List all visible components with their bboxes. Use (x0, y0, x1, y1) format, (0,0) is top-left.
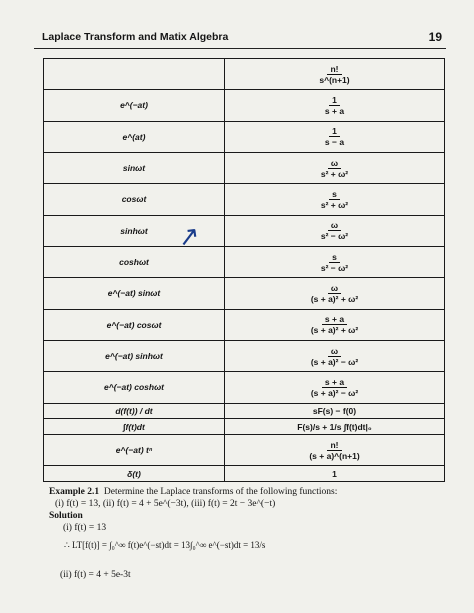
fraction (318, 252, 351, 273)
numerator: ω (328, 346, 341, 357)
numerator: ω (328, 220, 341, 231)
time-function-cell (44, 59, 225, 90)
denominator: s − a (324, 137, 345, 148)
table-row (44, 372, 445, 403)
time-function-cell: sinhωt (44, 215, 225, 246)
numerator: ω (328, 283, 341, 294)
fraction (308, 377, 361, 398)
time-function-cell: e^(−at) cosωt (44, 309, 225, 340)
table-row (44, 152, 445, 183)
numerator: ω (328, 158, 341, 169)
numerator: s + a (322, 314, 347, 325)
fraction (316, 64, 352, 85)
time-function-cell: e^(−at) tⁿ (44, 434, 225, 465)
time-function-cell: d(f(t)) / dt (44, 403, 225, 419)
denominator: s + a (324, 105, 345, 116)
table-row (44, 434, 445, 465)
laplace-transform-cell (225, 340, 445, 371)
table-row (44, 215, 445, 246)
denominator: s² + ω² (320, 168, 349, 179)
denominator: s² − ω² (320, 231, 349, 242)
time-function-cell: e^(−at) sinωt (44, 278, 225, 309)
time-function-cell: δ(t) (44, 466, 225, 482)
denominator: (s + a)² − ω² (310, 387, 359, 398)
laplace-transform-cell: 1 (225, 466, 445, 482)
fraction (318, 158, 351, 179)
denominator: (s + a)^(n+1) (309, 450, 360, 461)
laplace-transform-cell (225, 372, 445, 403)
laplace-transform-cell (225, 152, 445, 183)
fraction (308, 314, 361, 335)
time-function-cell: ∫f(t)dt (44, 419, 225, 435)
time-function-cell: sinωt (44, 152, 225, 183)
time-function-cell: e^(−at) (44, 90, 225, 121)
solution-part-ii: (ii) f(t) = 4 + 5e-3t (60, 570, 131, 580)
solution-label: Solution (49, 511, 83, 521)
solution-equation: ∴ LT[f(t)] = ∫₀^∞ f(t)e^(−st)dt = 13∫₀^∞ e^(−st)dt = 13/s (64, 540, 266, 550)
denominator: s^(n+1) (319, 74, 350, 85)
fraction (318, 220, 351, 241)
denominator: (s + a)² − ω² (310, 356, 359, 367)
fraction (322, 126, 347, 147)
table-row (44, 90, 445, 121)
table-row (44, 419, 445, 435)
table-row (44, 59, 445, 90)
laplace-transform-cell (225, 121, 445, 152)
page-number: 19 (428, 30, 442, 44)
table-row (44, 246, 445, 277)
denominator: s² + ω² (320, 199, 349, 210)
fraction (318, 189, 351, 210)
table-row (44, 278, 445, 309)
time-function-cell: e^(−at) coshωt (44, 372, 225, 403)
fraction (322, 95, 347, 116)
laplace-transform-cell (225, 184, 445, 215)
laplace-transform-cell: F(s)/s + 1/s ∫f(t)dt|₀ (225, 419, 445, 435)
example-block (49, 486, 419, 534)
laplace-transform-cell (225, 215, 445, 246)
table-row (44, 403, 445, 419)
laplace-transform-cell (225, 434, 445, 465)
laplace-transform-cell (225, 309, 445, 340)
numerator: s (329, 252, 340, 263)
time-function-cell: e^(at) (44, 121, 225, 152)
pen-mark: ↗ (176, 220, 202, 254)
time-function-cell: e^(−at) sinhωt (44, 340, 225, 371)
fraction (306, 440, 362, 461)
laplace-transform-cell (225, 246, 445, 277)
solution-part-i: (i) f(t) = 13 (63, 523, 107, 533)
page-header (34, 28, 446, 49)
table-row (44, 466, 445, 482)
numerator: s + a (322, 377, 347, 388)
example-parts: (i) f(t) = 13, (ii) f(t) = 4 + 5e^(−3t), (iii) f(t) = 2t − 3e^(−t) (55, 499, 276, 509)
denominator: s² − ω² (320, 262, 349, 273)
laplace-transform-cell (225, 278, 445, 309)
laplace-transform-cell (225, 90, 445, 121)
fraction (308, 346, 361, 367)
table-row (44, 309, 445, 340)
denominator: (s + a)² + ω² (310, 325, 359, 336)
numerator: n! (327, 440, 341, 451)
running-title: Laplace Transform and Matix Algebra (42, 31, 229, 43)
numerator: 1 (329, 126, 340, 137)
table-row (44, 340, 445, 371)
time-function-cell: coshωt (44, 246, 225, 277)
denominator: (s + a)² + ω² (310, 293, 359, 304)
laplace-transform-cell: sF(s) − f(0) (225, 403, 445, 419)
laplace-transform-cell (225, 59, 445, 90)
numerator: s (329, 189, 340, 200)
numerator: n! (327, 64, 341, 75)
example-prompt: Determine the Laplace transforms of the following functions: (103, 487, 338, 497)
numerator: 1 (329, 95, 340, 106)
example-heading: Example 2.1 (49, 487, 100, 497)
fraction (308, 283, 361, 304)
table-row (44, 121, 445, 152)
laplace-transform-table (43, 58, 445, 482)
table-row (44, 184, 445, 215)
time-function-cell: cosωt (44, 184, 225, 215)
